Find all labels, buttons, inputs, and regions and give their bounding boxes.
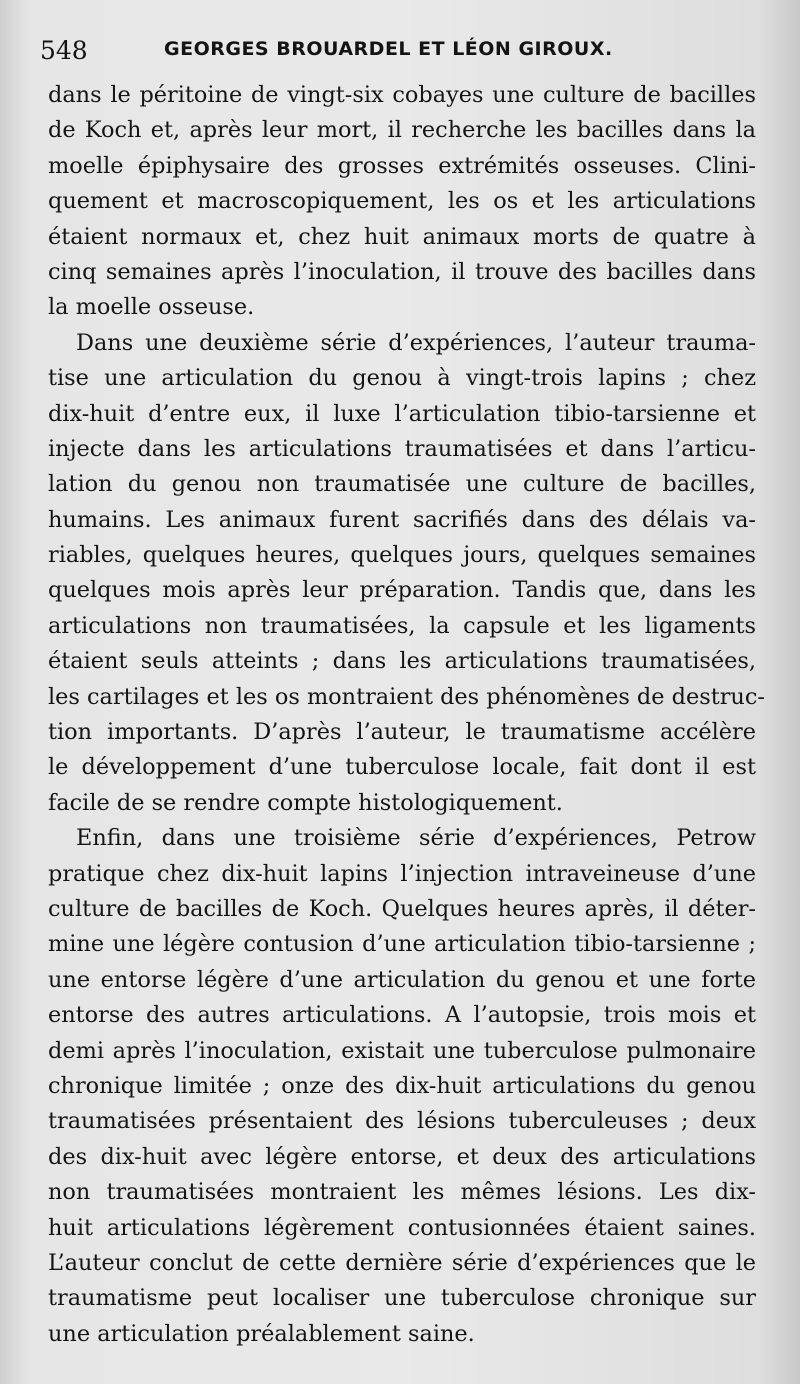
text-line: des dix-huit avec légère entorse, et deux des articulations [48,1143,756,1170]
text-line: mine une légère contusion d’une articulation tibio-tarsienne ; [48,931,756,958]
text-line: tion importants. D’après l’auteur, le traumatisme accélère [48,719,756,746]
text-line: cinq semaines après l’inoculation, il trouve des bacilles dans [48,258,756,285]
text-line: riables, quelques heures, quelques jours, quelques semaines [48,542,756,569]
text-line: Enfin, dans une troisième série d’expériences, Petrow [76,825,756,852]
text-line: chronique limitée ; onze des dix-huit articulations du genou [48,1072,756,1099]
text-line: articulations non traumatisées, la capsule et les ligaments [48,612,756,639]
text-line: la moelle osseuse. [48,294,255,321]
text-line: dans le péritoine de vingt-six cobayes une culture de bacilles [48,82,756,108]
text-line: tise une articulation du genou à vingt-trois lapins ; chez [48,365,756,392]
text-line: étaient normaux et, chez huit animaux morts de quatre à [48,223,756,250]
text-line: une articulation préalablement saine. [48,1320,475,1347]
text-line: traumatisme peut localiser une tuberculose chronique sur [48,1285,756,1312]
text-line: lation du genou non traumatisée une culture de bacilles, [48,471,756,498]
text-line: L’auteur conclut de cette dernière série d’expériences que le [48,1249,756,1276]
text-line: moelle épiphysaire des grosses extrémités osseuses. Clini- [48,152,756,179]
text-line: humains. Les animaux furent sacrifiés dans des délais va- [48,506,756,533]
text-line: quelques mois après leur préparation. Tandis que, dans les [48,577,756,604]
text-line: non traumatisées montraient les mêmes lésions. Les dix- [48,1179,756,1206]
text-line: huit articulations légèrement contusionnées étaient saines. [48,1214,756,1241]
text-line: les cartilages et les os montraient des phénomènes de destruc- [48,683,765,710]
text-line: de Koch et, après leur mort, il recherche les bacilles dans la [48,117,756,144]
body-text [48,78,765,1352]
text-line: une entorse légère d’une articulation du genou et une forte [48,966,756,993]
text-line: pratique chez dix-huit lapins l’injection intraveineuse d’une [48,860,756,887]
paragraph [48,326,765,821]
text-line: quement et macroscopiquement, les os et les articulations [48,188,756,215]
text-line: facile de se rendre compte histologiquement. [48,789,563,816]
paragraph [48,78,756,326]
text-line: injecte dans les articulations traumatisées et dans l’articu- [48,435,756,462]
text-line: traumatisées présentaient des lésions tuberculeuses ; deux [48,1108,756,1135]
text-line: demi après l’inoculation, existait une tuberculose pulmonaire [48,1037,756,1064]
text-line: étaient seuls atteints ; dans les articulations traumatisées, [48,648,756,675]
text-line: entorse des autres articulations. A l’autopsie, trois mois et [48,1002,756,1029]
text-line: dix-huit d’entre eux, il luxe l’articulation tibio-tarsienne et [48,400,756,427]
page-number: 548 [40,36,88,65]
page-header [40,34,760,74]
paragraph [48,821,756,1352]
text-line: culture de bacilles de Koch. Quelques heures après, il déter- [48,895,756,922]
text-line: le développement d’une tuberculose locale, fait dont il est [48,754,756,781]
text-line: Dans une deuxième série d’expériences, l’auteur trauma- [76,329,756,356]
running-head: GEORGES BROUARDEL ET LÉON GIROUX. [164,38,613,60]
